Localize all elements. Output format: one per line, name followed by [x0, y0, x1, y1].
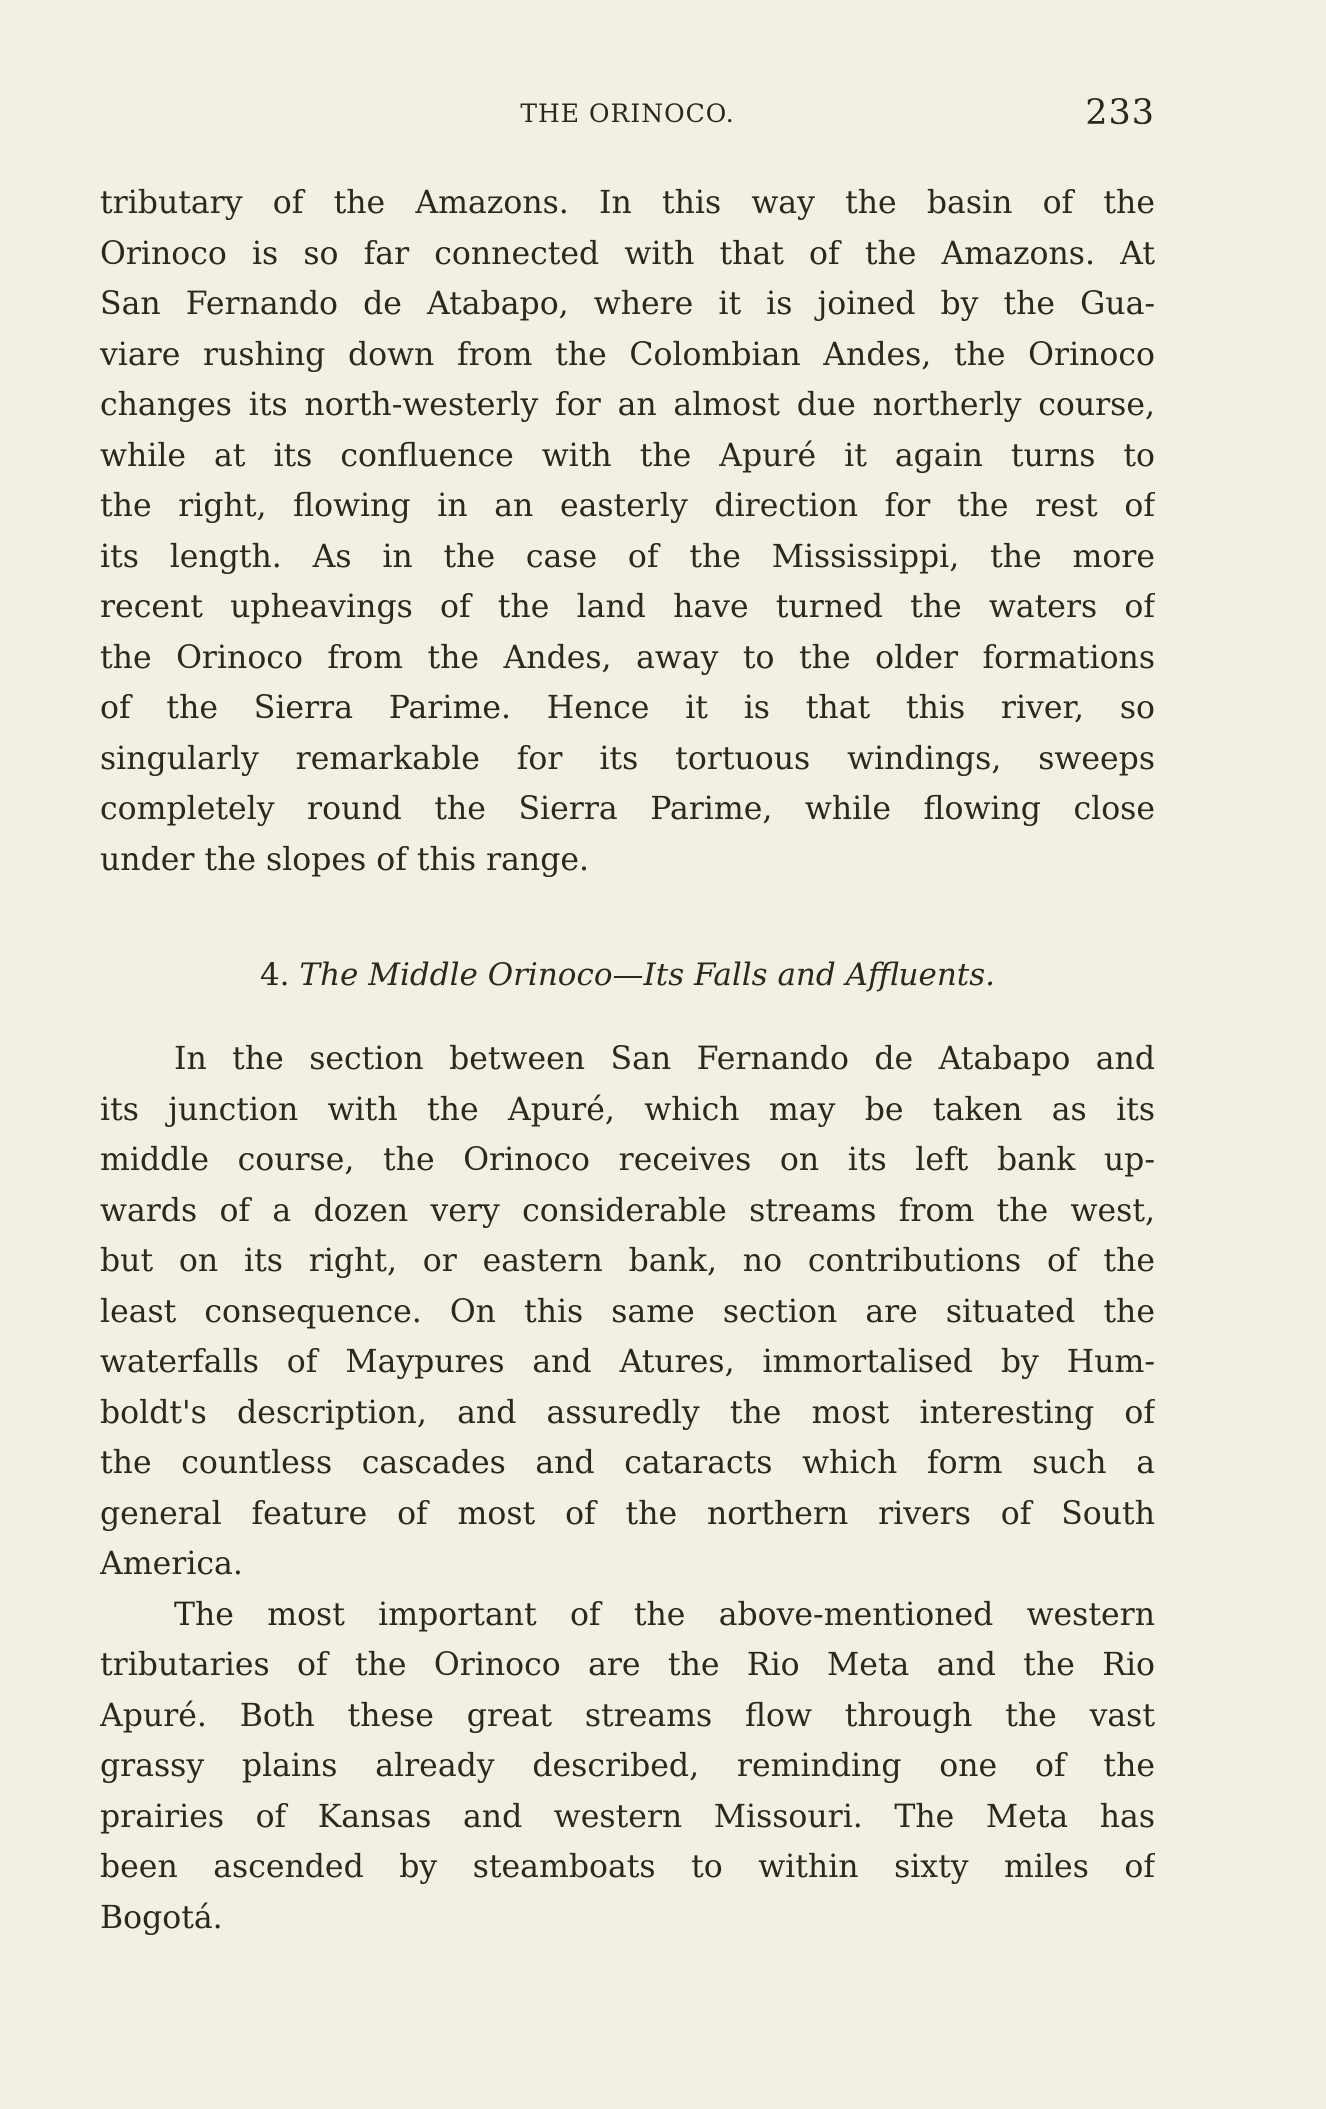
text-line: viare rushing down from the Colombian Andes, the Orinoco — [100, 336, 1155, 373]
section-heading — [100, 950, 1155, 1000]
text-line: singularly remarkable for its tortuous windings, sweeps — [100, 740, 1155, 777]
section-number: 4. — [259, 957, 290, 993]
text-line: the countless cascades and cataracts which form such a — [100, 1445, 1155, 1481]
text-line: under the slopes of this range. — [100, 841, 590, 878]
text-line: while at its confluence with the Apuré it again turns to — [100, 437, 1155, 474]
section-title: The Middle Orinoco—Its Falls and Affluents. — [299, 957, 996, 993]
text-line: recent upheavings of the land have turned the waters of — [100, 589, 1155, 625]
text-line: wards of a dozen very considerable streams from the west, — [100, 1192, 1155, 1229]
text-line: tributaries of the Orinoco are the Rio Meta and the Rio — [100, 1647, 1155, 1683]
text-line: prairies of Kansas and western Missouri. The Meta has — [100, 1798, 1155, 1835]
text-line: of the Sierra Parime. Hence it is that this river, so — [100, 690, 1155, 726]
text-line: its length. As in the case of the Mississippi, the more — [100, 538, 1155, 575]
text-line: changes its north-westerly for an almost due northerly course, — [100, 387, 1155, 423]
text-line: waterfalls of Maypures and Atures, immortalised by Hum- — [100, 1344, 1155, 1380]
text-line: but on its right, or eastern bank, no contributions of the — [100, 1243, 1155, 1279]
text-line: grassy plains already described, reminding one of the — [100, 1748, 1155, 1784]
text-line: America. — [100, 1546, 243, 1582]
text-line: its junction with the Apuré, which may be taken as its — [100, 1091, 1155, 1128]
text-line: Orinoco is so far connected with that of the Amazons. At — [100, 235, 1155, 272]
text-line: middle course, the Orinoco receives on its left bank up- — [100, 1142, 1155, 1178]
text-line: the Orinoco from the Andes, away to the older formations — [100, 639, 1155, 676]
text-line: The most important of the above-mentioned western — [174, 1596, 1155, 1633]
text-line: boldt's description, and assuredly the most interesting of — [100, 1394, 1155, 1431]
text-line: general feature of most of the northern rivers of South — [100, 1495, 1155, 1532]
text-line: In the section between San Fernando de Atabapo and — [174, 1041, 1155, 1077]
text-line: the right, flowing in an easterly direction for the rest of — [100, 488, 1155, 524]
running-head — [100, 93, 1155, 141]
text-line: been ascended by steamboats to within sixty miles of — [100, 1849, 1155, 1885]
text-line: least consequence. On this same section are situated the — [100, 1293, 1155, 1330]
paragraph-1 — [100, 178, 1155, 885]
paragraph-2-and-3 — [100, 1034, 1155, 1943]
text-line: San Fernando de Atabapo, where it is joined by the Gua- — [100, 286, 1155, 322]
running-title: THE ORINOCO. — [520, 99, 735, 128]
text-line: completely round the Sierra Parime, while flowing close — [100, 791, 1155, 827]
text-line: Apuré. Both these great streams flow through the vast — [100, 1697, 1155, 1734]
text-line: tributary of the Amazons. In this way the basin of the — [100, 185, 1155, 221]
page-number: 233 — [1085, 93, 1155, 133]
text-line: Bogotá. — [100, 1899, 223, 1936]
